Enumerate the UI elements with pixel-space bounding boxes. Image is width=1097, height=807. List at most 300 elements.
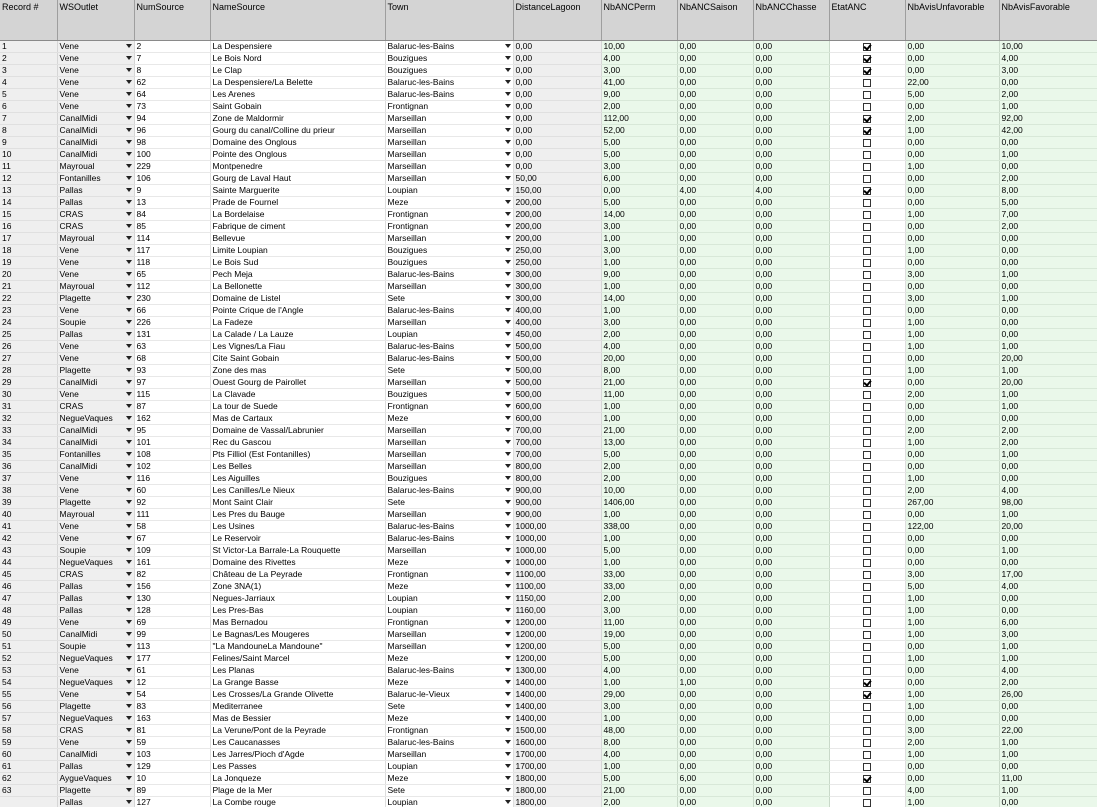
table-row[interactable] [0, 689, 1097, 701]
cell-town[interactable] [385, 377, 513, 389]
cell-etat-anc[interactable] [829, 701, 905, 713]
cell-nb-avis-unfavorable[interactable]: 0,00 [905, 197, 999, 209]
cell-wsoutlet[interactable] [57, 293, 134, 305]
cell-town[interactable] [385, 353, 513, 365]
dropdown-arrow-icon[interactable] [505, 212, 511, 216]
cell-town[interactable] [385, 677, 513, 689]
cell-town[interactable] [385, 629, 513, 641]
dropdown-arrow-icon[interactable] [126, 152, 132, 156]
cell-wsoutlet[interactable] [57, 269, 134, 281]
dropdown-arrow-icon[interactable] [126, 632, 132, 636]
cell-nb-avis-favorable[interactable]: 26,00 [999, 689, 1097, 701]
cell-num-source[interactable]: 68 [134, 353, 210, 365]
cell-nb-anc-chasse[interactable]: 0,00 [753, 653, 829, 665]
table-row[interactable] [0, 269, 1097, 281]
table-row[interactable] [0, 593, 1097, 605]
cell-wsoutlet[interactable] [57, 545, 134, 557]
dropdown-arrow-icon[interactable] [126, 200, 132, 204]
cell-num-source[interactable]: 62 [134, 77, 210, 89]
etat-anc-checkbox[interactable] [863, 55, 871, 63]
cell-town[interactable] [385, 101, 513, 113]
cell-distance-lagoon[interactable]: 900,00 [513, 509, 601, 521]
table-row[interactable] [0, 785, 1097, 797]
cell-num-source[interactable]: 67 [134, 533, 210, 545]
cell-distance-lagoon[interactable]: 1000,00 [513, 557, 601, 569]
cell-etat-anc[interactable] [829, 761, 905, 773]
cell-record-number[interactable]: 17 [0, 233, 57, 245]
cell-wsoutlet[interactable] [57, 665, 134, 677]
cell-record-number[interactable]: 11 [0, 161, 57, 173]
cell-nb-avis-unfavorable[interactable]: 5,00 [905, 89, 999, 101]
cell-nb-avis-favorable[interactable]: 1,00 [999, 365, 1097, 377]
dropdown-arrow-icon[interactable] [505, 596, 511, 600]
dropdown-arrow-icon[interactable] [505, 464, 511, 468]
cell-etat-anc[interactable] [829, 269, 905, 281]
cell-town[interactable] [385, 65, 513, 77]
cell-num-source[interactable]: 65 [134, 269, 210, 281]
cell-nb-anc-perm[interactable]: 5,00 [601, 197, 677, 209]
cell-wsoutlet[interactable] [57, 605, 134, 617]
cell-nb-avis-unfavorable[interactable]: 1,00 [905, 473, 999, 485]
dropdown-arrow-icon[interactable] [505, 140, 511, 144]
column-header-nb-avis-favorable[interactable]: NbAvisFavorable [999, 0, 1097, 41]
dropdown-arrow-icon[interactable] [126, 524, 132, 528]
cell-nb-anc-saison[interactable]: 0,00 [677, 293, 753, 305]
cell-distance-lagoon[interactable]: 0,00 [513, 41, 601, 53]
cell-name-source[interactable]: Cite Saint Gobain [210, 353, 385, 365]
cell-wsoutlet[interactable] [57, 161, 134, 173]
cell-num-source[interactable]: 117 [134, 245, 210, 257]
cell-nb-anc-chasse[interactable]: 0,00 [753, 77, 829, 89]
cell-nb-avis-unfavorable[interactable]: 0,00 [905, 185, 999, 197]
cell-etat-anc[interactable] [829, 737, 905, 749]
cell-nb-anc-perm[interactable]: 5,00 [601, 449, 677, 461]
etat-anc-checkbox[interactable] [863, 163, 871, 171]
cell-nb-anc-saison[interactable]: 0,00 [677, 353, 753, 365]
cell-nb-anc-perm[interactable]: 2,00 [601, 473, 677, 485]
cell-num-source[interactable]: 84 [134, 209, 210, 221]
cell-nb-anc-perm[interactable]: 2,00 [601, 461, 677, 473]
dropdown-arrow-icon[interactable] [126, 728, 132, 732]
etat-anc-checkbox[interactable] [863, 787, 871, 795]
cell-nb-anc-saison[interactable]: 0,00 [677, 749, 753, 761]
cell-etat-anc[interactable] [829, 257, 905, 269]
cell-num-source[interactable]: 94 [134, 113, 210, 125]
cell-record-number[interactable]: 56 [0, 701, 57, 713]
cell-nb-anc-chasse[interactable]: 0,00 [753, 209, 829, 221]
etat-anc-checkbox[interactable] [863, 319, 871, 327]
table-row[interactable] [0, 713, 1097, 725]
cell-nb-avis-unfavorable[interactable]: 0,00 [905, 665, 999, 677]
cell-record-number[interactable]: 32 [0, 413, 57, 425]
dropdown-arrow-icon[interactable] [505, 716, 511, 720]
cell-etat-anc[interactable] [829, 437, 905, 449]
cell-town[interactable] [385, 593, 513, 605]
cell-nb-avis-unfavorable[interactable]: 0,00 [905, 65, 999, 77]
cell-nb-avis-favorable[interactable]: 20,00 [999, 377, 1097, 389]
cell-name-source[interactable]: La Despensiere/La Belette [210, 77, 385, 89]
table-row[interactable] [0, 125, 1097, 137]
cell-nb-anc-perm[interactable]: 21,00 [601, 425, 677, 437]
cell-nb-anc-saison[interactable]: 0,00 [677, 113, 753, 125]
etat-anc-checkbox[interactable] [863, 631, 871, 639]
cell-name-source[interactable]: Pech Meja [210, 269, 385, 281]
cell-nb-anc-chasse[interactable]: 0,00 [753, 725, 829, 737]
cell-nb-avis-unfavorable[interactable]: 0,00 [905, 545, 999, 557]
cell-wsoutlet[interactable] [57, 641, 134, 653]
cell-distance-lagoon[interactable]: 500,00 [513, 389, 601, 401]
cell-wsoutlet[interactable] [57, 173, 134, 185]
cell-distance-lagoon[interactable]: 0,00 [513, 161, 601, 173]
cell-wsoutlet[interactable] [57, 785, 134, 797]
dropdown-arrow-icon[interactable] [126, 644, 132, 648]
cell-name-source[interactable]: Le Bois Sud [210, 257, 385, 269]
etat-anc-checkbox[interactable] [863, 619, 871, 627]
cell-record-number[interactable]: 39 [0, 497, 57, 509]
etat-anc-checkbox[interactable] [863, 751, 871, 759]
cell-etat-anc[interactable] [829, 725, 905, 737]
cell-num-source[interactable]: 87 [134, 401, 210, 413]
cell-num-source[interactable]: 89 [134, 785, 210, 797]
cell-wsoutlet[interactable] [57, 137, 134, 149]
table-row[interactable] [0, 173, 1097, 185]
dropdown-arrow-icon[interactable] [505, 176, 511, 180]
cell-nb-anc-chasse[interactable]: 4,00 [753, 185, 829, 197]
cell-wsoutlet[interactable] [57, 41, 134, 53]
dropdown-arrow-icon[interactable] [505, 368, 511, 372]
cell-num-source[interactable]: 177 [134, 653, 210, 665]
cell-nb-anc-perm[interactable]: 8,00 [601, 737, 677, 749]
cell-nb-avis-unfavorable[interactable]: 1,00 [905, 437, 999, 449]
table-row[interactable] [0, 665, 1097, 677]
dropdown-arrow-icon[interactable] [505, 728, 511, 732]
cell-nb-anc-perm[interactable]: 5,00 [601, 545, 677, 557]
cell-distance-lagoon[interactable]: 700,00 [513, 449, 601, 461]
cell-num-source[interactable]: 2 [134, 41, 210, 53]
cell-distance-lagoon[interactable]: 1800,00 [513, 785, 601, 797]
cell-nb-anc-perm[interactable]: 1,00 [601, 281, 677, 293]
cell-record-number[interactable]: 53 [0, 665, 57, 677]
cell-etat-anc[interactable] [829, 197, 905, 209]
cell-num-source[interactable]: 66 [134, 305, 210, 317]
etat-anc-checkbox[interactable] [863, 223, 871, 231]
cell-wsoutlet[interactable] [57, 233, 134, 245]
cell-distance-lagoon[interactable]: 200,00 [513, 221, 601, 233]
dropdown-arrow-icon[interactable] [126, 536, 132, 540]
cell-name-source[interactable]: La Grange Basse [210, 677, 385, 689]
dropdown-arrow-icon[interactable] [126, 80, 132, 84]
table-row[interactable] [0, 341, 1097, 353]
cell-town[interactable] [385, 785, 513, 797]
table-row[interactable] [0, 557, 1097, 569]
cell-nb-avis-favorable[interactable]: 3,00 [999, 629, 1097, 641]
table-row[interactable] [0, 473, 1097, 485]
table-row[interactable] [0, 773, 1097, 785]
cell-name-source[interactable]: Prade de Fournel [210, 197, 385, 209]
dropdown-arrow-icon[interactable] [126, 212, 132, 216]
cell-wsoutlet[interactable] [57, 389, 134, 401]
cell-nb-anc-chasse[interactable]: 0,00 [753, 737, 829, 749]
cell-nb-avis-unfavorable[interactable]: 0,00 [905, 401, 999, 413]
cell-name-source[interactable]: Limite Loupian [210, 245, 385, 257]
cell-etat-anc[interactable] [829, 677, 905, 689]
cell-nb-avis-unfavorable[interactable]: 3,00 [905, 293, 999, 305]
cell-nb-anc-perm[interactable]: 1,00 [601, 533, 677, 545]
etat-anc-checkbox[interactable] [863, 343, 871, 351]
cell-num-source[interactable]: 108 [134, 449, 210, 461]
cell-nb-anc-saison[interactable]: 0,00 [677, 569, 753, 581]
cell-nb-anc-chasse[interactable]: 0,00 [753, 317, 829, 329]
cell-nb-anc-saison[interactable]: 0,00 [677, 533, 753, 545]
cell-num-source[interactable]: 101 [134, 437, 210, 449]
cell-nb-anc-chasse[interactable]: 0,00 [753, 629, 829, 641]
cell-wsoutlet[interactable] [57, 449, 134, 461]
cell-nb-anc-chasse[interactable]: 0,00 [753, 341, 829, 353]
cell-nb-avis-unfavorable[interactable]: 3,00 [905, 569, 999, 581]
cell-town[interactable] [385, 257, 513, 269]
cell-num-source[interactable]: 69 [134, 617, 210, 629]
etat-anc-checkbox[interactable] [863, 283, 871, 291]
dropdown-arrow-icon[interactable] [505, 452, 511, 456]
cell-nb-anc-saison[interactable]: 0,00 [677, 797, 753, 807]
cell-nb-avis-favorable[interactable]: 22,00 [999, 725, 1097, 737]
cell-town[interactable] [385, 425, 513, 437]
cell-name-source[interactable]: "La MandouneLa Mandoune" [210, 641, 385, 653]
cell-town[interactable] [385, 413, 513, 425]
cell-etat-anc[interactable] [829, 617, 905, 629]
dropdown-arrow-icon[interactable] [505, 524, 511, 528]
cell-name-source[interactable]: Plage de la Mer [210, 785, 385, 797]
dropdown-arrow-icon[interactable] [505, 476, 511, 480]
cell-num-source[interactable]: 58 [134, 521, 210, 533]
cell-record-number[interactable]: 23 [0, 305, 57, 317]
cell-wsoutlet[interactable] [57, 89, 134, 101]
cell-wsoutlet[interactable] [57, 569, 134, 581]
cell-nb-anc-chasse[interactable]: 0,00 [753, 125, 829, 137]
cell-nb-avis-favorable[interactable]: 0,00 [999, 413, 1097, 425]
cell-num-source[interactable]: 64 [134, 89, 210, 101]
cell-nb-avis-unfavorable[interactable]: 0,00 [905, 509, 999, 521]
dropdown-arrow-icon[interactable] [126, 740, 132, 744]
cell-record-number[interactable]: 20 [0, 269, 57, 281]
cell-record-number[interactable]: 29 [0, 377, 57, 389]
cell-town[interactable] [385, 329, 513, 341]
cell-wsoutlet[interactable] [57, 125, 134, 137]
cell-nb-avis-favorable[interactable]: 1,00 [999, 545, 1097, 557]
cell-name-source[interactable]: Domaine des Rivettes [210, 557, 385, 569]
cell-name-source[interactable]: St Victor-La Barrale-La Rouquette [210, 545, 385, 557]
cell-name-source[interactable]: Saint Gobain [210, 101, 385, 113]
cell-etat-anc[interactable] [829, 413, 905, 425]
cell-num-source[interactable]: 99 [134, 629, 210, 641]
cell-distance-lagoon[interactable]: 0,00 [513, 101, 601, 113]
cell-nb-avis-favorable[interactable]: 98,00 [999, 497, 1097, 509]
cell-nb-anc-saison[interactable]: 0,00 [677, 701, 753, 713]
cell-town[interactable] [385, 713, 513, 725]
etat-anc-checkbox[interactable] [863, 511, 871, 519]
cell-nb-anc-saison[interactable]: 0,00 [677, 521, 753, 533]
cell-nb-anc-perm[interactable]: 1,00 [601, 305, 677, 317]
cell-num-source[interactable]: 161 [134, 557, 210, 569]
cell-nb-anc-perm[interactable]: 19,00 [601, 629, 677, 641]
dropdown-arrow-icon[interactable] [505, 632, 511, 636]
cell-nb-avis-unfavorable[interactable]: 1,00 [905, 605, 999, 617]
cell-num-source[interactable]: 98 [134, 137, 210, 149]
cell-distance-lagoon[interactable]: 1100,00 [513, 569, 601, 581]
cell-num-source[interactable]: 83 [134, 701, 210, 713]
cell-town[interactable] [385, 449, 513, 461]
cell-wsoutlet[interactable] [57, 485, 134, 497]
cell-name-source[interactable]: Les Belles [210, 461, 385, 473]
cell-etat-anc[interactable] [829, 365, 905, 377]
cell-record-number[interactable]: 43 [0, 545, 57, 557]
dropdown-arrow-icon[interactable] [505, 692, 511, 696]
dropdown-arrow-icon[interactable] [505, 200, 511, 204]
cell-town[interactable] [385, 185, 513, 197]
cell-wsoutlet[interactable] [57, 797, 134, 807]
dropdown-arrow-icon[interactable] [126, 104, 132, 108]
cell-name-source[interactable]: Les Pres-Bas [210, 605, 385, 617]
cell-etat-anc[interactable] [829, 173, 905, 185]
etat-anc-checkbox[interactable] [863, 331, 871, 339]
cell-num-source[interactable]: 118 [134, 257, 210, 269]
cell-nb-anc-perm[interactable]: 33,00 [601, 581, 677, 593]
cell-num-source[interactable]: 92 [134, 497, 210, 509]
cell-nb-avis-unfavorable[interactable]: 3,00 [905, 725, 999, 737]
cell-distance-lagoon[interactable]: 900,00 [513, 497, 601, 509]
cell-record-number[interactable]: 41 [0, 521, 57, 533]
cell-nb-anc-saison[interactable]: 0,00 [677, 713, 753, 725]
dropdown-arrow-icon[interactable] [505, 560, 511, 564]
cell-num-source[interactable]: 8 [134, 65, 210, 77]
dropdown-arrow-icon[interactable] [126, 404, 132, 408]
cell-record-number[interactable]: 37 [0, 473, 57, 485]
cell-nb-avis-favorable[interactable]: 0,00 [999, 305, 1097, 317]
cell-wsoutlet[interactable] [57, 521, 134, 533]
dropdown-arrow-icon[interactable] [126, 284, 132, 288]
cell-etat-anc[interactable] [829, 329, 905, 341]
dropdown-arrow-icon[interactable] [126, 416, 132, 420]
cell-nb-avis-favorable[interactable]: 0,00 [999, 593, 1097, 605]
etat-anc-checkbox[interactable] [863, 415, 871, 423]
cell-nb-avis-unfavorable[interactable]: 267,00 [905, 497, 999, 509]
cell-town[interactable] [385, 497, 513, 509]
cell-nb-avis-favorable[interactable]: 2,00 [999, 89, 1097, 101]
cell-name-source[interactable]: Gourg du canal/Colline du prieur [210, 125, 385, 137]
cell-name-source[interactable]: La Fadeze [210, 317, 385, 329]
cell-nb-anc-saison[interactable]: 0,00 [677, 329, 753, 341]
table-row[interactable] [0, 137, 1097, 149]
cell-nb-anc-chasse[interactable]: 0,00 [753, 89, 829, 101]
dropdown-arrow-icon[interactable] [505, 224, 511, 228]
cell-name-source[interactable]: Les Usines [210, 521, 385, 533]
table-row[interactable] [0, 497, 1097, 509]
dropdown-arrow-icon[interactable] [505, 776, 511, 780]
cell-nb-anc-saison[interactable]: 0,00 [677, 389, 753, 401]
etat-anc-checkbox[interactable] [863, 679, 871, 687]
cell-wsoutlet[interactable] [57, 209, 134, 221]
cell-nb-avis-favorable[interactable]: 1,00 [999, 293, 1097, 305]
table-row[interactable] [0, 293, 1097, 305]
cell-nb-avis-unfavorable[interactable]: 1,00 [905, 653, 999, 665]
cell-nb-avis-unfavorable[interactable]: 1,00 [905, 749, 999, 761]
cell-nb-anc-chasse[interactable]: 0,00 [753, 473, 829, 485]
cell-nb-anc-chasse[interactable]: 0,00 [753, 605, 829, 617]
cell-town[interactable] [385, 761, 513, 773]
cell-nb-anc-perm[interactable]: 48,00 [601, 725, 677, 737]
cell-nb-anc-perm[interactable]: 5,00 [601, 653, 677, 665]
cell-nb-avis-unfavorable[interactable]: 0,00 [905, 557, 999, 569]
cell-nb-anc-chasse[interactable]: 0,00 [753, 173, 829, 185]
cell-nb-avis-favorable[interactable]: 92,00 [999, 113, 1097, 125]
cell-town[interactable] [385, 245, 513, 257]
cell-name-source[interactable]: Mont Saint Clair [210, 497, 385, 509]
dropdown-arrow-icon[interactable] [505, 68, 511, 72]
cell-nb-anc-chasse[interactable]: 0,00 [753, 701, 829, 713]
cell-nb-anc-chasse[interactable]: 0,00 [753, 713, 829, 725]
column-header-wsoutlet[interactable]: WSOutlet [57, 0, 134, 41]
column-header-town[interactable]: Town [385, 0, 513, 41]
etat-anc-checkbox[interactable] [863, 487, 871, 495]
cell-nb-anc-saison[interactable]: 0,00 [677, 341, 753, 353]
cell-etat-anc[interactable] [829, 797, 905, 807]
cell-record-number[interactable]: 50 [0, 629, 57, 641]
cell-nb-anc-chasse[interactable]: 0,00 [753, 509, 829, 521]
cell-wsoutlet[interactable] [57, 461, 134, 473]
dropdown-arrow-icon[interactable] [505, 320, 511, 324]
cell-town[interactable] [385, 581, 513, 593]
cell-nb-avis-unfavorable[interactable]: 1,00 [905, 593, 999, 605]
table-row[interactable] [0, 77, 1097, 89]
cell-wsoutlet[interactable] [57, 329, 134, 341]
cell-name-source[interactable]: Les Pres du Bauge [210, 509, 385, 521]
cell-nb-anc-saison[interactable]: 0,00 [677, 137, 753, 149]
etat-anc-checkbox[interactable] [863, 655, 871, 663]
cell-nb-anc-saison[interactable]: 0,00 [677, 413, 753, 425]
cell-nb-avis-favorable[interactable]: 1,00 [999, 341, 1097, 353]
cell-record-number[interactable]: 52 [0, 653, 57, 665]
cell-nb-avis-favorable[interactable]: 11,00 [999, 773, 1097, 785]
cell-nb-anc-chasse[interactable]: 0,00 [753, 65, 829, 77]
cell-nb-anc-perm[interactable]: 338,00 [601, 521, 677, 533]
cell-nb-avis-favorable[interactable]: 0,00 [999, 257, 1097, 269]
cell-nb-avis-favorable[interactable]: 1,00 [999, 653, 1097, 665]
etat-anc-checkbox[interactable] [863, 115, 871, 123]
cell-nb-avis-unfavorable[interactable]: 0,00 [905, 461, 999, 473]
cell-nb-avis-favorable[interactable]: 0,00 [999, 233, 1097, 245]
etat-anc-checkbox[interactable] [863, 103, 871, 111]
cell-town[interactable] [385, 209, 513, 221]
cell-record-number[interactable]: 49 [0, 617, 57, 629]
cell-name-source[interactable]: Les Crosses/La Grande Olivette [210, 689, 385, 701]
dropdown-arrow-icon[interactable] [505, 644, 511, 648]
cell-record-number[interactable]: 35 [0, 449, 57, 461]
cell-wsoutlet[interactable] [57, 473, 134, 485]
column-header-nb-anc-saison[interactable]: NbANCSaison [677, 0, 753, 41]
cell-distance-lagoon[interactable]: 0,00 [513, 53, 601, 65]
cell-town[interactable] [385, 293, 513, 305]
cell-wsoutlet[interactable] [57, 317, 134, 329]
cell-etat-anc[interactable] [829, 713, 905, 725]
cell-nb-anc-saison[interactable]: 0,00 [677, 221, 753, 233]
cell-num-source[interactable]: 116 [134, 473, 210, 485]
cell-num-source[interactable]: 163 [134, 713, 210, 725]
cell-name-source[interactable]: La Clavade [210, 389, 385, 401]
cell-town[interactable] [385, 749, 513, 761]
cell-etat-anc[interactable] [829, 497, 905, 509]
cell-nb-avis-favorable[interactable]: 0,00 [999, 533, 1097, 545]
cell-nb-anc-saison[interactable]: 0,00 [677, 581, 753, 593]
